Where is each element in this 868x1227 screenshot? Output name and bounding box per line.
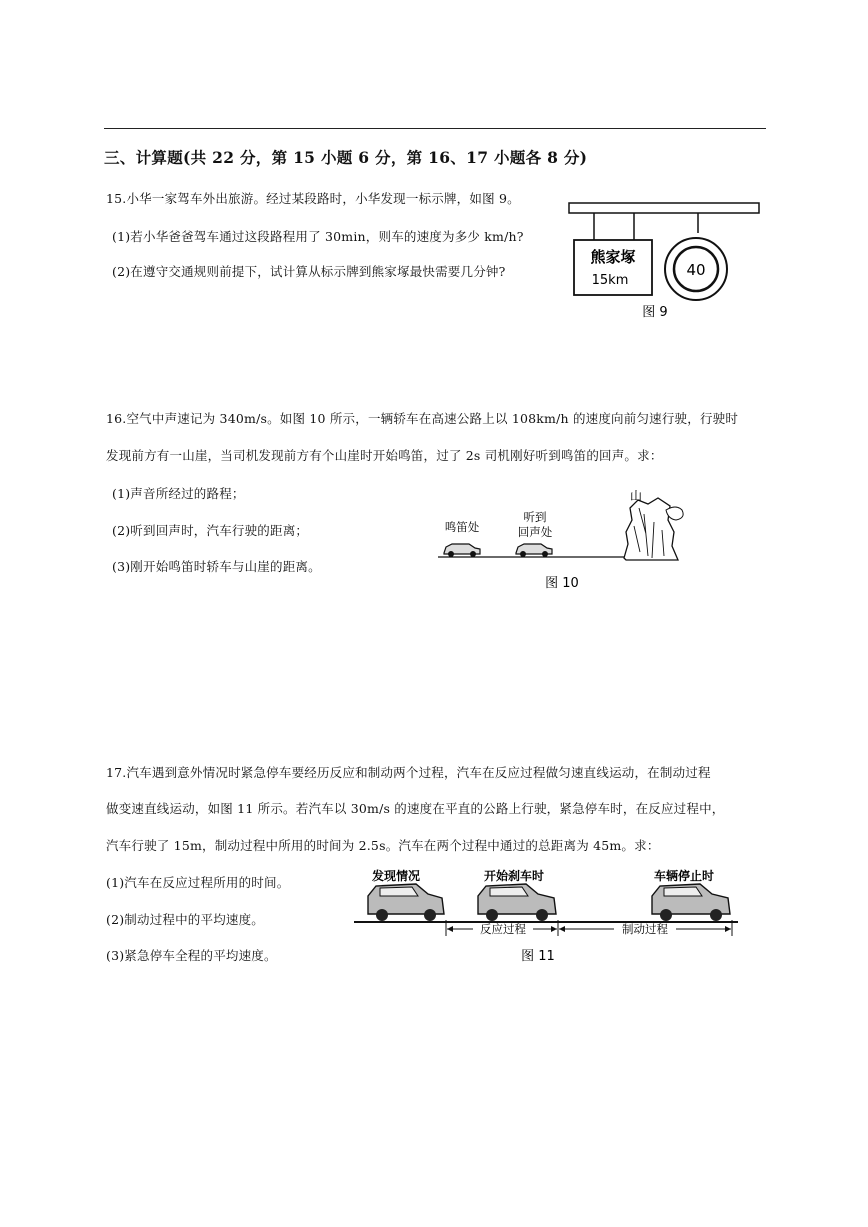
q17-line1: 17.汽车遇到意外情况时紧急停车要经历反应和制动两个过程，汽车在反应过程做匀速直线运动，在制动过程	[106, 765, 711, 780]
q15-sub2: (2)在遵守交通规则前提下，试计算从标示牌到熊家塚最快需要几分钟?	[112, 264, 506, 279]
sign-gantry	[569, 203, 759, 213]
q15-sub1: (1)若小华爸爸驾车通过这段路程用了 30min，则车的速度为多少 km/h?	[112, 229, 524, 244]
q16-line1: 16.空气中声速记为 340m/s。如图 10 所示，一辆轿车在高速公路上以 108km/h 的速度向前匀速行驶，行驶时	[106, 411, 739, 426]
q17-sub1: (1)汽车在反应过程所用的时间。	[106, 875, 290, 890]
q17-line3: 汽车行驶了 15m，制动过程中所用的时间为 2.5s。汽车在两个过程中通过的总距离为 45m。求：	[106, 838, 660, 853]
label-honk: 鸣笛处	[444, 520, 480, 534]
label-reaction: 反应过程	[480, 922, 526, 936]
speed-limit-value: 40	[686, 261, 706, 279]
car-discover	[368, 884, 444, 921]
label-brake-start: 开始刹车时	[483, 869, 545, 883]
figure-9	[564, 200, 764, 322]
label-hear-line1: 听到	[523, 510, 547, 524]
figure-10-caption: 图 10	[545, 576, 579, 591]
label-braking: 制动过程	[622, 922, 668, 936]
car-brake-start	[478, 884, 556, 921]
q16-sub3: (3)刚开始鸣笛时轿车与山崖的距离。	[112, 559, 321, 574]
car-stop	[652, 884, 730, 921]
label-stop: 车辆停止时	[653, 869, 715, 883]
figure-9-caption: 图 9	[642, 305, 668, 320]
top-rule	[104, 128, 766, 129]
q16-sub1: (1)声音所经过的路程；	[112, 486, 245, 501]
q17-line2: 做变速直线运动，如图 11 所示。若汽车以 30m/s 的速度在平直的公路上行驶，紧急停车时，在反应过程中，	[106, 801, 725, 816]
q16-sub2: (2)听到回声时，汽车行驶的距离；	[112, 523, 309, 538]
q17-sub3: (3)紧急停车全程的平均速度。	[106, 948, 277, 963]
label-mountain: 山	[629, 489, 643, 503]
figure-11	[346, 862, 746, 970]
car-hear	[516, 544, 552, 557]
cliff-mountain	[624, 498, 683, 560]
q15-stem: 15.小华一家驾车外出旅游。经过某段路时，小华发现一标示牌，如图 9。	[106, 191, 520, 206]
label-discover: 发现情况	[371, 869, 421, 883]
label-hear-line2: 回声处	[517, 525, 553, 539]
figure-11-caption: 图 11	[521, 949, 555, 964]
q17-sub2: (2)制动过程中的平均速度。	[106, 912, 265, 927]
sign-place-name: 熊家塚	[590, 248, 636, 266]
figure-10	[436, 486, 692, 594]
section-title: 三、计算题(共 22 分，第 15 小题 6 分，第 16、17 小题各 8 分)	[104, 148, 588, 167]
car-honk	[444, 544, 480, 557]
sign-distance: 15km	[591, 273, 629, 288]
q16-line2: 发现前方有一山崖，当司机发现前方有个山崖时开始鸣笛，过了 2s 司机刚好听到鸣笛的回声。求：	[106, 448, 663, 463]
